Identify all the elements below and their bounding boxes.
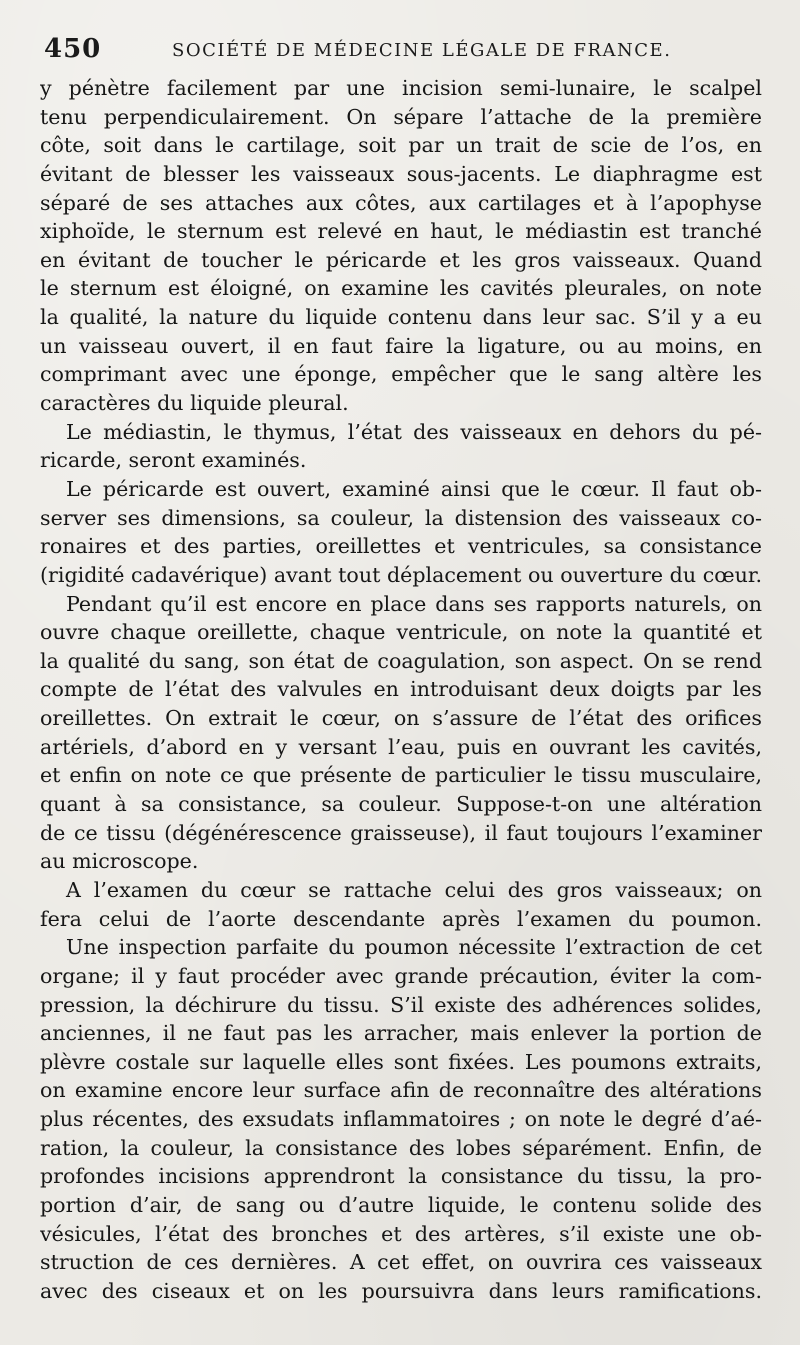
text-line: au microscope. xyxy=(40,849,199,874)
page-number: 450 xyxy=(44,34,102,64)
text-line: un vaisseau ouvert, il en faut faire la ligature, ou au moins, en xyxy=(40,333,762,358)
text-line: artériels, d’abord en y versant l’eau, puis en ouvrant les cavités, xyxy=(40,734,762,759)
paragraph-start-line: Pendant qu’il est encore en place dans ses rapports naturels, on xyxy=(66,591,762,616)
text-line: et enfin on note ce que présente de particulier le tissu musculaire, xyxy=(40,763,762,788)
text-line: y pénètre facilement par une incision semi-lunaire, le scalpel xyxy=(40,76,762,100)
text-line: (rigidité cadavérique) avant tout déplacement ou ouverture du cœur. xyxy=(40,562,762,587)
text-line: server ses dimensions, sa couleur, la distension des vaisseaux co- xyxy=(40,505,762,530)
text-line: portion d’air, de sang ou d’autre liquide, le contenu solide des xyxy=(40,1192,762,1217)
text-line: en évitant de toucher le péricarde et les gros vaisseaux. Quand xyxy=(40,247,762,272)
text-line: quant à sa consistance, sa couleur. Suppose-t-on une altération xyxy=(40,792,762,817)
text-line: pression, la déchirure du tissu. S’il existe des adhérences solides, xyxy=(40,992,762,1017)
paragraph-start-line: Le péricarde est ouvert, examiné ainsi que le cœur. Il faut ob- xyxy=(66,476,762,501)
running-head xyxy=(44,34,764,70)
text-line: ronaires et des parties, oreillettes et ventricules, sa consistance xyxy=(40,534,762,559)
text-line: comprimant avec une éponge, empêcher que le sang altère les xyxy=(40,362,762,387)
text-line: on examine encore leur surface afin de reconnaître des altérations xyxy=(40,1078,762,1103)
text-line: la qualité, la nature du liquide contenu dans leur sac. S’il y a eu xyxy=(40,305,762,330)
text-line: plèvre costale sur laquelle elles sont fixées. Les poumons extraits, xyxy=(40,1049,762,1074)
running-title: SOCIÉTÉ DE MÉDECINE LÉGALE DE FRANCE. xyxy=(172,40,672,61)
text-line: struction de ces dernières. A cet effet, on ouvrira ces vaisseaux xyxy=(40,1250,762,1275)
text-line: anciennes, il ne faut pas les arracher, mais enlever la portion de xyxy=(40,1021,762,1046)
text-line: côte, soit dans le cartilage, soit par un trait de scie de l’os, en xyxy=(40,133,762,158)
body-text xyxy=(40,74,762,1306)
text-line: ricarde, seront examinés. xyxy=(40,448,307,473)
text-line: compte de l’état des valvules en introduisant deux doigts par les xyxy=(40,677,762,702)
text-line: de ce tissu (dégénérescence graisseuse), il faut toujours l’examiner xyxy=(40,820,762,845)
text-line: tenu perpendiculairement. On sépare l’attache de la première xyxy=(40,104,762,129)
text-line: ration, la couleur, la consistance des lobes séparément. Enfin, de xyxy=(40,1135,762,1160)
paragraph-start-line: Le médiastin, le thymus, l’état des vaisseaux en dehors du pé- xyxy=(66,419,762,444)
text-line: oreillettes. On extrait le cœur, on s’assure de l’état des orifices xyxy=(40,706,762,731)
text-line: avec des ciseaux et on les poursuivra dans leurs ramifications. xyxy=(40,1278,762,1303)
text-line: vésicules, l’état des bronches et des artères, s’il existe une ob- xyxy=(40,1221,762,1246)
text-line: fera celui de l’aorte descendante après l’examen du poumon. xyxy=(40,906,762,931)
text-line: plus récentes, des exsudats inflammatoires ; on note le degré d’aé- xyxy=(40,1107,762,1132)
text-line: évitant de blesser les vaisseaux sous-jacents. Le diaphragme est xyxy=(40,161,762,186)
text-line: ouvre chaque oreillette, chaque ventricule, on note la quantité et xyxy=(40,620,762,645)
text-line: séparé de ses attaches aux côtes, aux cartilages et à l’apophyse xyxy=(40,190,762,215)
text-line: le sternum est éloigné, on examine les cavités pleurales, on note xyxy=(40,276,762,301)
text-line: caractères du liquide pleural. xyxy=(40,391,349,416)
text-line: organe; il y faut procéder avec grande précaution, éviter la com- xyxy=(40,963,762,988)
text-line: la qualité du sang, son état de coagulation, son aspect. On se rend xyxy=(40,648,762,673)
text-line: profondes incisions apprendront la consistance du tissu, la pro- xyxy=(40,1164,762,1189)
paragraph-start-line: Une inspection parfaite du poumon nécessite l’extraction de cet xyxy=(66,935,762,960)
paragraph-start-line: A l’examen du cœur se rattache celui des gros vaisseaux; on xyxy=(66,877,762,902)
text-line: xiphoïde, le sternum est relevé en haut, le médiastin est tranché xyxy=(40,219,762,244)
